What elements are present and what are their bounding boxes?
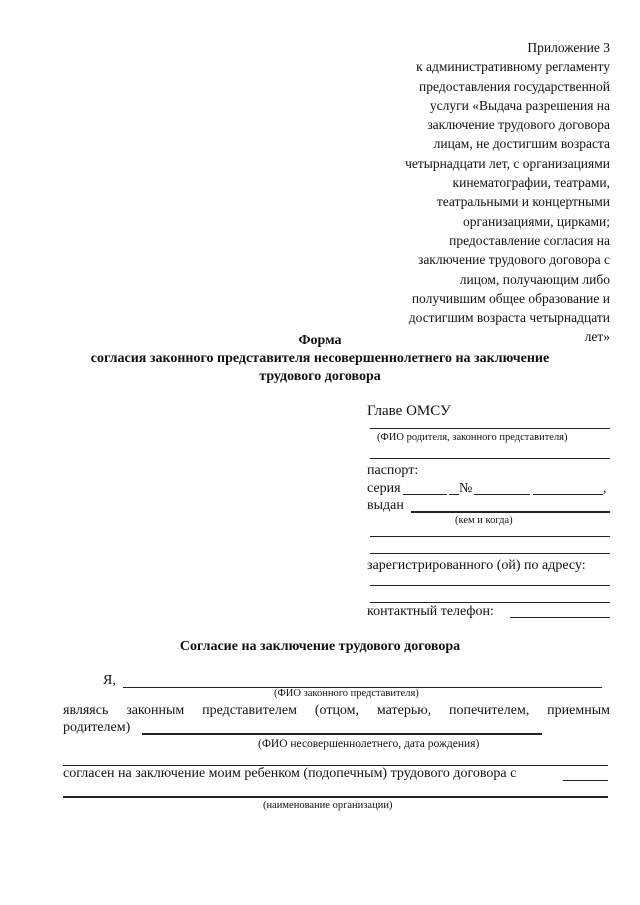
addressee-to: Главе ОМСУ bbox=[367, 403, 451, 419]
phone-field[interactable] bbox=[510, 617, 610, 618]
series-field-2[interactable] bbox=[449, 494, 459, 495]
appendix-line: заключение трудового договора с bbox=[417, 252, 610, 268]
series-label: серия bbox=[367, 481, 401, 496]
form-title-line3: трудового договора bbox=[259, 369, 381, 384]
appendix-line: кинематографии, театрами, bbox=[452, 175, 610, 191]
i-label: Я, bbox=[103, 673, 116, 688]
form-title: Форма bbox=[298, 333, 342, 348]
appendix-line: услуги «Выдача разрешения на bbox=[429, 97, 610, 113]
appendix-line: четырнадцати лет, с организациями bbox=[405, 155, 610, 171]
minor-caption: (ФИО несовершеннолетнего, дата рождения) bbox=[258, 738, 480, 750]
issued-line-2[interactable] bbox=[370, 536, 610, 537]
phone-label: контактный телефон: bbox=[367, 604, 494, 619]
issued-label: выдан bbox=[367, 498, 404, 513]
appendix-line: к административному регламенту bbox=[416, 59, 610, 75]
appendix-line: Приложение 3 bbox=[527, 40, 610, 55]
organization-caption: (наименование организации) bbox=[263, 800, 393, 811]
registered-label: зарегистрированного (ой) по адресу: bbox=[367, 558, 586, 573]
number-sign: № bbox=[459, 481, 473, 496]
consent-heading: Согласие на заключение трудового договора bbox=[179, 639, 461, 654]
number-field[interactable] bbox=[474, 494, 530, 495]
issued-field[interactable] bbox=[411, 511, 610, 513]
appendix-line: лицом, получающим либо bbox=[459, 271, 610, 287]
form-title-line2: согласия законного представителя несовершеннолетнего на заключение bbox=[90, 351, 550, 366]
appendix-line: лет» bbox=[584, 329, 610, 345]
issued-caption: (кем и когда) bbox=[455, 515, 513, 526]
appendix-block bbox=[360, 38, 610, 347]
appendix-line: театральными и концертными bbox=[436, 194, 610, 210]
issued-line-3[interactable] bbox=[370, 553, 610, 554]
appendix-line: лицам, не достигшим возраста bbox=[433, 136, 610, 152]
address-line-1[interactable] bbox=[370, 585, 610, 586]
parent-name-line[interactable] bbox=[370, 428, 610, 429]
minor-name-field[interactable] bbox=[142, 733, 542, 735]
organization-line-2[interactable] bbox=[63, 796, 608, 798]
appendix-line: организациями, цирками; bbox=[462, 213, 610, 229]
representative-caption: (ФИО законного представителя) bbox=[274, 688, 419, 699]
agree-line: согласен на заключение моим ребенком (подопечным) трудового договора с bbox=[63, 766, 517, 781]
comma: , bbox=[603, 481, 607, 496]
being-line: являясь законным представителем (отцом, матерью, попечителем, приемным bbox=[63, 703, 610, 718]
appendix-line: получившим общее образование и bbox=[411, 290, 610, 306]
appendix-line: достигшим возраста четырнадцати bbox=[408, 310, 610, 326]
series-field[interactable] bbox=[403, 494, 447, 495]
organization-field[interactable] bbox=[563, 780, 608, 781]
appendix-line: заключение трудового договора bbox=[427, 117, 610, 133]
parent-label: родителем) bbox=[63, 720, 131, 735]
passport-label: паспорт: bbox=[367, 463, 419, 478]
number-field-2[interactable] bbox=[533, 494, 603, 495]
appendix-line: предоставления государственной bbox=[419, 78, 610, 94]
address-line-2[interactable] bbox=[370, 602, 610, 603]
appendix-line: предоставление согласия на bbox=[449, 232, 610, 248]
parent-caption: (ФИО родителя, законного представителя) bbox=[377, 432, 568, 443]
parent-name-line-2[interactable] bbox=[370, 458, 610, 459]
